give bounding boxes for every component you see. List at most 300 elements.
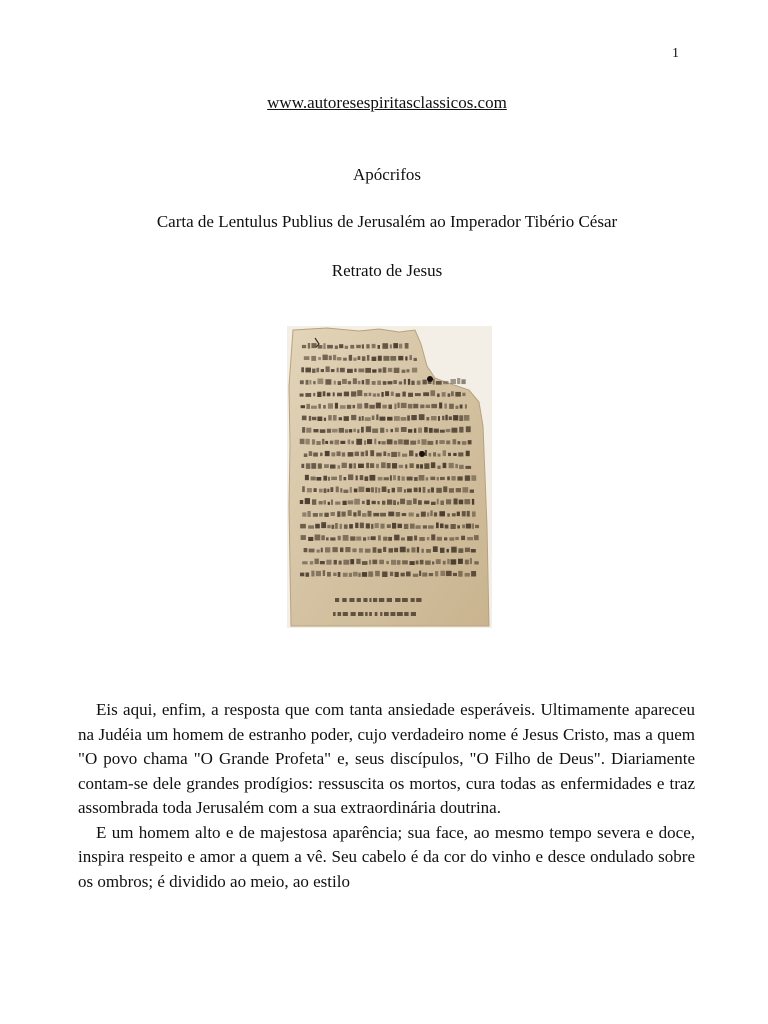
manuscript-glyph xyxy=(338,381,342,385)
manuscript-glyph xyxy=(342,379,347,384)
manuscript-glyph xyxy=(449,463,454,468)
manuscript-glyph xyxy=(446,441,450,445)
manuscript-glyph xyxy=(402,513,407,516)
manuscript-glyph xyxy=(356,559,360,564)
manuscript-glyph xyxy=(378,369,381,373)
manuscript-glyph xyxy=(338,465,341,469)
manuscript-glyph xyxy=(457,512,460,516)
manuscript-glyph xyxy=(364,440,366,444)
manuscript-glyph xyxy=(358,464,364,468)
manuscript-glyph xyxy=(466,451,470,457)
manuscript-glyph xyxy=(421,549,424,553)
manuscript-glyph xyxy=(379,598,384,602)
manuscript-glyph xyxy=(352,548,356,552)
manuscript-glyph xyxy=(323,391,326,396)
manuscript-glyph xyxy=(399,344,402,349)
manuscript-glyph xyxy=(318,379,324,385)
manuscript-glyph xyxy=(305,475,309,480)
manuscript-glyph xyxy=(400,499,405,505)
manuscript-glyph xyxy=(365,368,371,373)
manuscript-glyph xyxy=(372,369,376,372)
manuscript-glyph xyxy=(350,536,355,540)
manuscript-glyph xyxy=(369,560,371,565)
manuscript-glyph xyxy=(302,427,305,433)
manuscript-glyph xyxy=(313,429,318,432)
manuscript-glyph xyxy=(420,560,424,565)
manuscript-glyph xyxy=(321,548,323,553)
manuscript-glyph xyxy=(334,560,337,565)
manuscript-glyph xyxy=(373,598,377,602)
manuscript-glyph xyxy=(382,572,387,578)
manuscript-glyph xyxy=(419,537,425,541)
manuscript-glyph xyxy=(397,487,402,492)
manuscript-glyph xyxy=(348,510,352,516)
manuscript-glyph xyxy=(409,450,413,456)
manuscript-glyph xyxy=(417,547,419,553)
manuscript-glyph xyxy=(313,513,318,517)
manuscript-glyph xyxy=(333,355,336,360)
manuscript-glyph xyxy=(429,573,433,576)
manuscript-glyph xyxy=(332,547,337,552)
manuscript-glyph xyxy=(467,511,470,517)
manuscript-glyph xyxy=(392,523,396,529)
manuscript-glyph xyxy=(343,560,349,565)
manuscript-glyph xyxy=(316,368,319,373)
manuscript-glyph xyxy=(381,441,385,444)
manuscript-glyph xyxy=(323,570,325,576)
manuscript-glyph xyxy=(333,612,336,616)
manuscript-glyph xyxy=(348,500,354,504)
manuscript-glyph xyxy=(348,452,354,457)
manuscript-glyph xyxy=(424,427,428,432)
manuscript-glyph xyxy=(439,440,445,444)
manuscript-glyph xyxy=(315,524,320,529)
manuscript-glyph xyxy=(402,598,408,602)
manuscript-glyph xyxy=(317,550,320,553)
manuscript-glyph xyxy=(343,358,347,361)
manuscript-glyph xyxy=(350,345,354,349)
manuscript-glyph xyxy=(451,559,457,564)
manuscript-glyph xyxy=(404,489,406,493)
manuscript-glyph xyxy=(366,463,369,468)
manuscript-glyph xyxy=(383,356,389,361)
manuscript-glyph xyxy=(353,358,356,361)
manuscript-glyph xyxy=(313,393,315,396)
manuscript-glyph xyxy=(452,428,458,433)
manuscript-glyph xyxy=(464,499,470,504)
manuscript-glyph xyxy=(449,488,454,493)
manuscript-glyph xyxy=(350,559,354,564)
manuscript-glyph xyxy=(431,416,437,420)
manuscript-glyph xyxy=(366,344,369,348)
manuscript-glyph xyxy=(357,390,362,396)
manuscript-glyph xyxy=(431,487,434,492)
manuscript-glyph xyxy=(386,429,388,432)
manuscript-glyph xyxy=(370,475,376,481)
manuscript-glyph xyxy=(390,356,396,361)
manuscript-glyph xyxy=(323,355,328,361)
manuscript-glyph xyxy=(394,368,400,373)
manuscript-glyph xyxy=(388,512,394,517)
manuscript-glyph xyxy=(304,356,310,360)
manuscript-glyph xyxy=(404,379,406,384)
manuscript-glyph xyxy=(411,612,416,616)
manuscript-glyph xyxy=(367,500,370,505)
manuscript-glyph xyxy=(368,537,370,541)
manuscript-glyph xyxy=(390,475,392,480)
manuscript-glyph xyxy=(459,500,464,505)
manuscript-glyph xyxy=(407,477,413,481)
manuscript-glyph xyxy=(401,417,407,421)
manuscript-glyph xyxy=(351,612,356,616)
manuscript-glyph xyxy=(410,561,415,565)
manuscript-glyph xyxy=(367,355,370,361)
manuscript-glyph xyxy=(319,489,323,493)
manuscript-glyph xyxy=(300,394,304,397)
manuscript-glyph xyxy=(316,571,321,576)
manuscript-glyph xyxy=(348,474,353,480)
manuscript-glyph xyxy=(380,428,384,433)
manuscript-glyph xyxy=(465,548,470,553)
manuscript-glyph xyxy=(358,356,361,360)
manuscript-glyph xyxy=(428,489,430,493)
manuscript-glyph xyxy=(362,380,364,384)
manuscript-glyph xyxy=(475,525,479,528)
manuscript-glyph xyxy=(462,487,468,492)
manuscript-glyph xyxy=(409,513,414,517)
manuscript-glyph xyxy=(398,439,403,444)
manuscript-glyph xyxy=(343,612,348,616)
manuscript-glyph xyxy=(406,572,411,577)
manuscript-glyph xyxy=(364,403,368,408)
manuscript-glyph xyxy=(438,454,441,457)
manuscript-glyph xyxy=(407,549,410,553)
manuscript-glyph xyxy=(355,452,359,457)
manuscript-glyph xyxy=(411,415,417,420)
manuscript-glyph xyxy=(369,405,374,409)
manuscript-glyph xyxy=(321,535,324,540)
manuscript-glyph xyxy=(366,488,370,492)
manuscript-glyph xyxy=(356,537,361,541)
manuscript-glyph xyxy=(393,500,396,505)
manuscript-glyph xyxy=(458,571,462,577)
manuscript-glyph xyxy=(369,598,371,602)
manuscript-glyph xyxy=(378,549,382,553)
manuscript-glyph xyxy=(304,548,308,552)
manuscript-glyph xyxy=(430,510,432,516)
manuscript-glyph xyxy=(347,369,353,373)
manuscript-glyph xyxy=(434,512,437,516)
manuscript-glyph xyxy=(365,612,367,616)
manuscript-glyph xyxy=(394,535,399,541)
manuscript-glyph xyxy=(362,501,365,504)
manuscript-glyph xyxy=(421,512,426,517)
manuscript-glyph xyxy=(407,489,412,493)
manuscript-glyph xyxy=(459,427,463,433)
page-number: 1 xyxy=(672,46,679,61)
manuscript-glyph xyxy=(360,523,364,529)
manuscript-glyph xyxy=(358,612,363,616)
manuscript-glyph xyxy=(383,537,387,541)
manuscript-glyph xyxy=(449,416,452,420)
manuscript-glyph xyxy=(454,499,458,505)
manuscript-glyph xyxy=(345,346,348,349)
manuscript-glyph xyxy=(431,502,436,505)
manuscript-glyph xyxy=(321,522,326,528)
manuscript-glyph xyxy=(325,547,330,552)
manuscript-glyph xyxy=(307,488,312,492)
manuscript-glyph xyxy=(388,381,393,384)
manuscript-glyph xyxy=(319,501,323,505)
manuscript-glyph xyxy=(453,453,456,456)
manuscript-glyph xyxy=(333,573,336,576)
manuscript-glyph xyxy=(395,598,400,602)
manuscript-glyph xyxy=(445,525,449,529)
manuscript-glyph xyxy=(354,369,356,373)
manuscript-glyph xyxy=(398,452,401,457)
manuscript-glyph xyxy=(458,452,463,456)
manuscript-glyph xyxy=(305,439,309,445)
manuscript-glyph xyxy=(439,403,442,409)
manuscript-glyph xyxy=(443,561,446,565)
manuscript-glyph xyxy=(342,452,345,456)
manuscript-glyph xyxy=(428,525,434,528)
manuscript-glyph xyxy=(342,598,347,602)
manuscript-glyph xyxy=(390,344,392,348)
manuscript-glyph xyxy=(451,547,457,553)
manuscript-glyph xyxy=(311,343,316,348)
manuscript-glyph xyxy=(420,405,424,409)
manuscript-glyph xyxy=(410,463,414,468)
manuscript-glyph xyxy=(402,560,408,564)
manuscript-glyph xyxy=(440,548,445,553)
manuscript-glyph xyxy=(474,561,478,564)
manuscript-glyph xyxy=(451,391,454,396)
manuscript-glyph xyxy=(359,548,363,552)
manuscript-glyph xyxy=(414,536,417,541)
manuscript-glyph xyxy=(471,571,476,577)
manuscript-glyph xyxy=(436,381,442,385)
manuscript-glyph xyxy=(343,501,347,505)
manuscript-glyph xyxy=(401,403,407,408)
manuscript-glyph xyxy=(331,452,335,456)
manuscript-glyph xyxy=(471,475,476,481)
manuscript-glyph xyxy=(309,416,311,421)
manuscript-glyph xyxy=(465,573,470,577)
manuscript-glyph xyxy=(347,405,351,409)
manuscript-glyph xyxy=(372,416,375,421)
manuscript-glyph xyxy=(402,476,405,480)
manuscript-glyph xyxy=(321,369,324,372)
manuscript-glyph xyxy=(398,476,401,481)
manuscript-glyph xyxy=(311,356,316,361)
manuscript-glyph xyxy=(472,511,476,516)
manuscript-glyph xyxy=(399,381,402,384)
manuscript-glyph xyxy=(447,513,450,516)
manuscript-glyph xyxy=(466,426,471,432)
manuscript-glyph xyxy=(436,523,439,529)
manuscript-glyph xyxy=(383,367,387,373)
manuscript-glyph xyxy=(372,560,377,565)
manuscript-glyph xyxy=(392,488,395,493)
manuscript-glyph xyxy=(455,537,459,540)
manuscript-glyph xyxy=(391,429,394,432)
manuscript-glyph xyxy=(457,525,460,528)
manuscript-glyph xyxy=(358,510,361,516)
manuscript-glyph xyxy=(394,404,396,410)
manuscript-glyph xyxy=(456,488,461,492)
manuscript-glyph xyxy=(439,511,445,516)
manuscript-glyph xyxy=(320,453,323,457)
manuscript-glyph xyxy=(388,537,392,541)
manuscript-glyph xyxy=(433,379,435,385)
manuscript-glyph xyxy=(326,366,330,372)
manuscript-glyph xyxy=(382,405,387,409)
manuscript-glyph xyxy=(330,465,336,469)
manuscript-glyph xyxy=(385,391,389,396)
manuscript-glyph xyxy=(306,380,309,385)
manuscript-glyph xyxy=(465,560,469,565)
manuscript-glyph xyxy=(402,454,407,457)
manuscript-glyph xyxy=(468,440,472,444)
manuscript-glyph xyxy=(401,427,407,432)
manuscript-glyph xyxy=(354,463,357,468)
manuscript-glyph xyxy=(312,499,316,505)
manuscript-glyph xyxy=(427,537,430,540)
manuscript-glyph xyxy=(380,524,384,529)
manuscript-glyph xyxy=(474,535,479,540)
manuscript-glyph xyxy=(353,572,358,577)
manuscript-glyph xyxy=(470,490,474,493)
manuscript-glyph xyxy=(407,500,412,505)
manuscript-glyph xyxy=(348,381,351,384)
manuscript-glyph xyxy=(307,511,310,517)
manuscript-glyph xyxy=(415,393,421,396)
manuscript-glyph xyxy=(324,464,329,468)
manuscript-glyph xyxy=(361,427,364,433)
manuscript-glyph xyxy=(404,612,408,616)
manuscript-glyph xyxy=(453,439,457,444)
manuscript-glyph xyxy=(437,537,442,541)
manuscript-glyph xyxy=(425,561,431,565)
manuscript-glyph xyxy=(311,477,316,481)
manuscript-glyph xyxy=(340,524,342,529)
manuscript-glyph xyxy=(317,392,321,397)
manuscript-glyph xyxy=(365,417,371,421)
manuscript-glyph xyxy=(411,381,414,385)
manuscript-glyph xyxy=(383,547,386,552)
manuscript-glyph xyxy=(362,513,367,517)
manuscript-glyph xyxy=(302,561,307,564)
manuscript-glyph xyxy=(443,486,447,492)
manuscript-glyph xyxy=(472,524,474,529)
manuscript-glyph xyxy=(401,573,405,577)
manuscript-glyph xyxy=(331,369,335,372)
manuscript-glyph xyxy=(446,429,451,432)
manuscript-glyph xyxy=(398,356,403,361)
manuscript-glyph xyxy=(333,415,337,421)
manuscript-glyph xyxy=(426,549,431,553)
manuscript-glyph xyxy=(436,488,442,493)
manuscript-glyph xyxy=(433,546,438,552)
manuscript-glyph xyxy=(378,356,382,361)
manuscript-glyph xyxy=(404,440,409,445)
manuscript-glyph xyxy=(323,343,325,349)
manuscript-glyph xyxy=(306,404,310,409)
manuscript-glyph xyxy=(324,513,328,517)
manuscript-glyph xyxy=(388,405,392,409)
manuscript-glyph xyxy=(423,525,427,528)
manuscript-glyph xyxy=(462,393,465,396)
manuscript-glyph xyxy=(351,441,354,445)
manuscript-glyph xyxy=(413,404,418,409)
manuscript-glyph xyxy=(345,547,350,552)
manuscript-glyph xyxy=(327,345,333,349)
manuscript-glyph xyxy=(363,537,366,540)
manuscript-glyph xyxy=(349,524,353,529)
manuscript-glyph xyxy=(373,393,376,396)
manuscript-glyph xyxy=(380,612,382,616)
manuscript-glyph xyxy=(325,451,330,456)
manuscript-glyph xyxy=(404,524,409,529)
manuscript-glyph xyxy=(452,513,456,516)
manuscript-glyph xyxy=(328,502,330,505)
manuscript-glyph xyxy=(424,501,429,505)
manuscript-glyph xyxy=(345,429,348,433)
manuscript-glyph xyxy=(317,417,322,422)
manuscript-glyph xyxy=(302,345,306,348)
manuscript-glyph xyxy=(365,476,369,481)
manuscript-glyph xyxy=(408,379,410,385)
manuscript-glyph xyxy=(375,487,377,493)
manuscript-glyph xyxy=(405,343,409,349)
manuscript-glyph xyxy=(459,465,464,469)
manuscript-glyph xyxy=(354,489,358,493)
manuscript-glyph xyxy=(393,343,398,348)
site-url-link[interactable]: www.autoresespiritasclassicos.com xyxy=(267,93,507,112)
manuscript-glyph xyxy=(325,441,328,444)
manuscript-glyph xyxy=(330,537,335,540)
manuscript-glyph xyxy=(437,477,439,481)
manuscript-glyph xyxy=(369,393,372,396)
manuscript-glyph xyxy=(416,525,421,529)
manuscript-glyph xyxy=(315,535,321,541)
manuscript-glyph xyxy=(431,404,437,408)
manuscript-glyph xyxy=(456,406,459,409)
manuscript-glyph xyxy=(394,416,400,421)
manuscript-glyph xyxy=(338,536,341,541)
manuscript-glyph xyxy=(430,390,435,396)
manuscript-glyph xyxy=(370,463,374,468)
letter-body xyxy=(78,698,695,894)
manuscript-glyph xyxy=(308,343,310,349)
manuscript-glyph xyxy=(465,466,471,469)
manuscript-glyph xyxy=(300,500,303,504)
manuscript-glyph xyxy=(362,344,364,348)
manuscript-glyph xyxy=(343,573,348,577)
manuscript-glyph xyxy=(401,538,405,541)
manuscript-glyph xyxy=(411,547,415,552)
manuscript-glyph xyxy=(311,571,314,577)
manuscript-glyph xyxy=(426,417,429,420)
manuscript-glyph xyxy=(374,439,376,445)
manuscript-glyph xyxy=(420,464,423,468)
manuscript-glyph xyxy=(358,369,364,373)
manuscript-glyph xyxy=(300,573,304,577)
manuscript-glyph xyxy=(419,487,421,492)
manuscript-glyph xyxy=(378,535,381,540)
manuscript-glyph xyxy=(340,488,342,492)
